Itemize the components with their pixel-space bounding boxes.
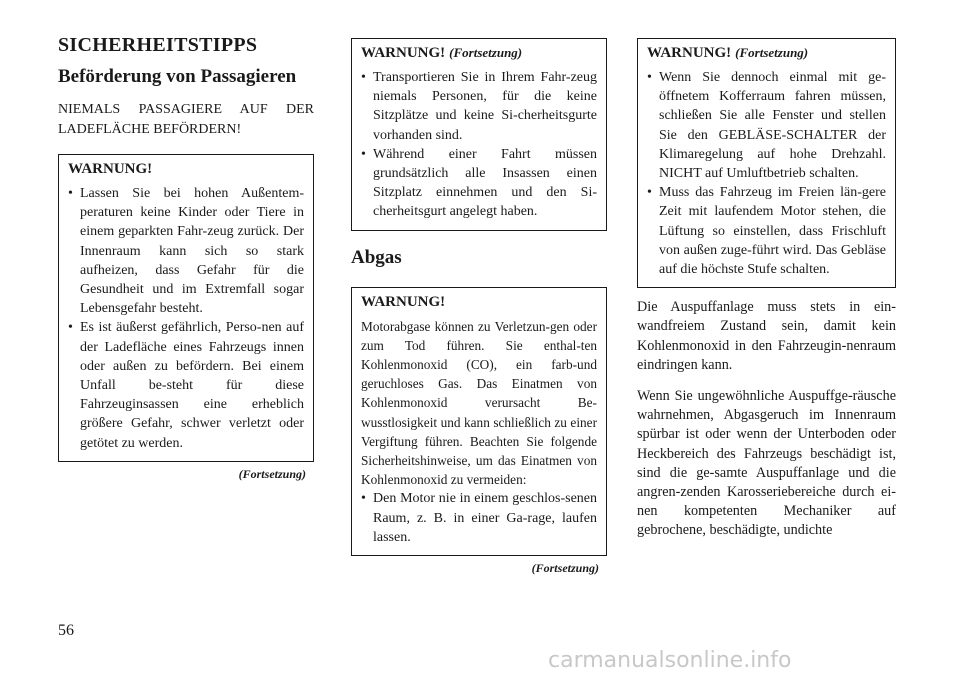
continued-label: (Fortsetzung) (531, 561, 599, 576)
warning-item: • Lassen Sie bei hohen Außentem-peraturen keine Kinder oder Tiere in einem geparkten Fahr-zeug zurück. Der Innenraum kann sich so stark aufheizen, dass Gefahr für die Gesundheit und im Extremfall sogar Lebensgefahr besteht. (68, 186, 304, 317)
warning-item: • Wenn Sie dennoch einmal mit ge-öffnetem Kofferraum fahren müssen, schließen Sie alle Fenster und stellen Sie den GEBLÄSE-SCHALTER der Klimaregelung auf hohe Drehzahl. NICHT auf Umluftbetrieb schalten. (647, 70, 886, 182)
column-1 (58, 34, 314, 482)
page-number: 56 (58, 622, 74, 639)
column-3 (637, 38, 896, 553)
warning-box (58, 154, 314, 462)
warning-item: • Transportieren Sie in Ihrem Fahr-zeug niemals Personen, für die keine Sitzplätze und keine Si-cherheitsgurte vorhanden sind. (361, 70, 597, 143)
warning-box-abgas (351, 287, 607, 556)
warning-title: WARNUNG! (Fortsetzung) (647, 45, 809, 61)
warning-item: • Während einer Fahrt müssen grundsätzlich alle Insassen einen Sitzplatz einnehmen und den Si-cherheitsgurt angelegt haben. (361, 146, 597, 220)
warning-list (361, 68, 597, 222)
caps-notice: NIEMALS PASSAGIERE AUF DER LADEFLÄCHE BEFÖRDERN! (58, 102, 314, 137)
warning-title: WARNUNG! (361, 293, 446, 310)
continued-label: (Fortsetzung) (238, 466, 306, 481)
warning-list (68, 184, 304, 453)
bullet-icon: • (647, 185, 652, 201)
bullet-icon: • (361, 146, 366, 162)
column-2 (351, 38, 607, 576)
warning-paragraph: Motorabgase können zu Verletzun-gen oder zum Tod führen. Sie enthal-ten Kohlenmonoxid (CO), ein farb-und geruchloses Gas. Das Einatmen von Kohlenmonoxid verursacht Be-wusstlosigkeit und kann schließlich zu einer Vergiftung führen. Beachten Sie folgende Sicherheitshinweise, um das Einatmen von Kohlenmonoxid zu vermeiden: (361, 318, 597, 488)
warning-item: • Den Motor nie in einem geschlos-senen Raum, z. B. in einer Ga-rage, laufen lassen. (361, 491, 597, 545)
section-title: SICHERHEITSTIPPS (58, 34, 258, 56)
bullet-icon: • (68, 320, 73, 336)
body-paragraph: Wenn Sie ungewöhnliche Auspuffge-räusche wahrnehmen, Abgasgeruch im Innenraum spürbar ist oder wenn der Unterboden oder Heckbereich des Fahrzeugs beschädigt ist, sind die ge-samte Auspuffanlage und die angren-zenden Karosseriebereiche durch ei-nen kompetenten Mechaniker auf gebrochene, beschädigte, undichte (637, 388, 896, 539)
bullet-icon: • (68, 186, 73, 201)
watermark: carmanualsonline.info (548, 648, 792, 673)
warning-title: WARNUNG! (68, 161, 153, 177)
warning-list (647, 68, 886, 279)
warning-title: WARNUNG! (Fortsetzung) (361, 45, 523, 61)
bullet-icon: • (361, 491, 366, 507)
bullet-icon: • (647, 70, 652, 85)
warning-item: • Es ist äußerst gefährlich, Perso-nen auf der Ladefläche eines Fahrzeugs innen oder außen zu befördern. Bei einem Unfall be-steht für diese Fahrzeuginsassen eine erheblich größere Gefahr, schwer verletzt oder getötet zu werden. (68, 320, 304, 451)
subsection-title: Beförderung von Passagieren (58, 66, 297, 87)
warning-box-continued (637, 38, 896, 288)
section-heading-abgas: Abgas (351, 246, 402, 268)
warning-item: • Muss das Fahrzeug im Freien län-gere Zeit mit laufendem Motor stehen, die Lüftung so einstellen, dass Frischluft von außen zuge-führt wird. Das Gebläse auf die höchste Stufe schalten. (647, 185, 886, 278)
warning-list (361, 489, 597, 547)
warning-box-continued (351, 38, 607, 231)
bullet-icon: • (361, 70, 366, 85)
body-paragraph: Die Auspuffanlage muss stets in ein-wandfreiem Zustand sein, damit kein Kohlenmonoxid in den Fahrzeugin-nenraum eindringen kann. (637, 299, 896, 373)
